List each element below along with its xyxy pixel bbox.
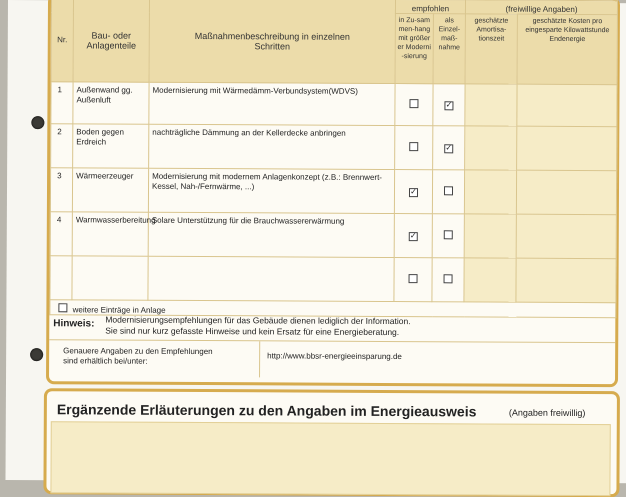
row-nr: 3: [50, 168, 72, 212]
hinweis-label: Hinweis:: [53, 318, 95, 330]
section2-note: (Angaben freiwillig): [508, 407, 586, 419]
recommendations-table: [49, 0, 618, 318]
kosten-cell[interactable]: [517, 126, 617, 171]
row-nr: [50, 256, 72, 300]
checkbox-einzel[interactable]: ✓: [445, 142, 453, 152]
header-massnahmen: Maßnahmenbeschreibung in einzelnen Schritten: [149, 0, 395, 84]
kosten-cell[interactable]: [516, 214, 616, 259]
amortisation-cell[interactable]: [464, 258, 516, 302]
genauer-url[interactable]: http://www.bbsr-energieeinsparung.de: [267, 351, 402, 362]
header-kosten: geschätzte Kosten pro eingesparte Kilowattstunde Endenergie: [517, 14, 617, 85]
checkbox-einzel[interactable]: [444, 274, 453, 283]
checkbox-zusammenhang[interactable]: ✓: [409, 230, 417, 240]
recommendations-frame: [46, 0, 620, 387]
table-row: [50, 168, 616, 215]
checkbox-einzel[interactable]: ✓: [445, 99, 453, 109]
header-amortisation: geschätzte Amortisa-tionszeit: [465, 14, 517, 84]
hinweis-line1: Modernisierungsempfehlungen für das Gebäude dienen lediglich der Information.: [105, 314, 411, 327]
checkbox-zusammenhang[interactable]: ✓: [410, 186, 417, 196]
row-massnahme: Modernisierung mit Wärmedämm-Verbundsystem(WDVS): [149, 82, 395, 125]
amortisation-cell[interactable]: [465, 84, 517, 126]
row-massnahme: Solare Unterstützung für die Brauchwassererwärmung: [148, 212, 394, 257]
genauer-line1: Genauere Angaben zu den Empfehlungen: [63, 346, 213, 357]
checkbox-zusammenhang[interactable]: [409, 142, 418, 151]
row-bauteil: [72, 256, 148, 300]
row-massnahme: [148, 256, 394, 301]
erlaeuterungen-textarea[interactable]: [50, 421, 610, 496]
row-massnahme: nachträgliche Dämmung an der Kellerdecke anbringen: [149, 124, 395, 169]
header-einzel: als Einzel-maß-nahme: [433, 14, 465, 84]
row-massnahme: Modernisierung mit modernem Anlagenkonzept (z.B.: Brennwert-Kessel, Nah-/Fernwärme, ...): [148, 168, 394, 213]
weitere-label: weitere Einträge in Anlage: [72, 305, 166, 315]
row-nr: 4: [50, 212, 72, 256]
table-row: [50, 256, 616, 303]
table-row: [51, 124, 617, 171]
checkbox-zusammenhang[interactable]: [409, 99, 418, 108]
hinweis-line2: Sie sind nur kurz gefasste Hinweise und kein Ersatz für eine Energieberatung.: [105, 325, 400, 338]
row-bauteil: Boden gegen Erdreich: [73, 124, 149, 168]
header-bauteile: Bau- oder Anlagenteile: [73, 0, 149, 82]
punch-hole: [30, 348, 43, 361]
table-row: [51, 82, 617, 127]
checkbox-weitere[interactable]: [58, 303, 67, 312]
genauer-line2: sind erhältlich bei/unter:: [63, 356, 148, 366]
header-freiwillig: (freiwillige Angaben): [465, 0, 617, 15]
checkbox-einzel[interactable]: [444, 186, 453, 195]
row-bauteil: Wärmeerzeuger: [72, 168, 148, 212]
amortisation-cell[interactable]: [464, 170, 516, 214]
checkbox-einzel[interactable]: [444, 230, 453, 239]
paper-sheet: [5, 0, 626, 483]
row-bauteil: Warmwasserbereitung: [72, 212, 148, 256]
amortisation-cell[interactable]: [464, 214, 516, 258]
punch-hole: [31, 116, 44, 129]
table-row: [50, 212, 616, 259]
checkbox-zusammenhang[interactable]: [409, 274, 418, 283]
row-nr: 2: [51, 124, 73, 168]
genauer-box: [49, 339, 615, 379]
erlaeuterungen-frame: [43, 388, 620, 497]
section2-title: Ergänzende Erläuterungen zu den Angaben im Energieausweis: [56, 401, 477, 420]
header-nr: Nr.: [51, 0, 73, 82]
divider: [259, 341, 260, 377]
hinweis-box: [49, 313, 615, 340]
header-zusammenhang: in Zu-sammen-hang mit größerer Moderni-sierung: [395, 14, 433, 84]
header-empfohlen: empfohlen: [395, 0, 465, 14]
kosten-cell[interactable]: [516, 170, 616, 215]
amortisation-cell[interactable]: [465, 126, 517, 170]
kosten-cell[interactable]: [516, 258, 616, 303]
row-nr: 1: [51, 82, 73, 124]
kosten-cell[interactable]: [517, 84, 617, 127]
row-bauteil: Außenwand gg. Außenluft: [73, 82, 149, 124]
